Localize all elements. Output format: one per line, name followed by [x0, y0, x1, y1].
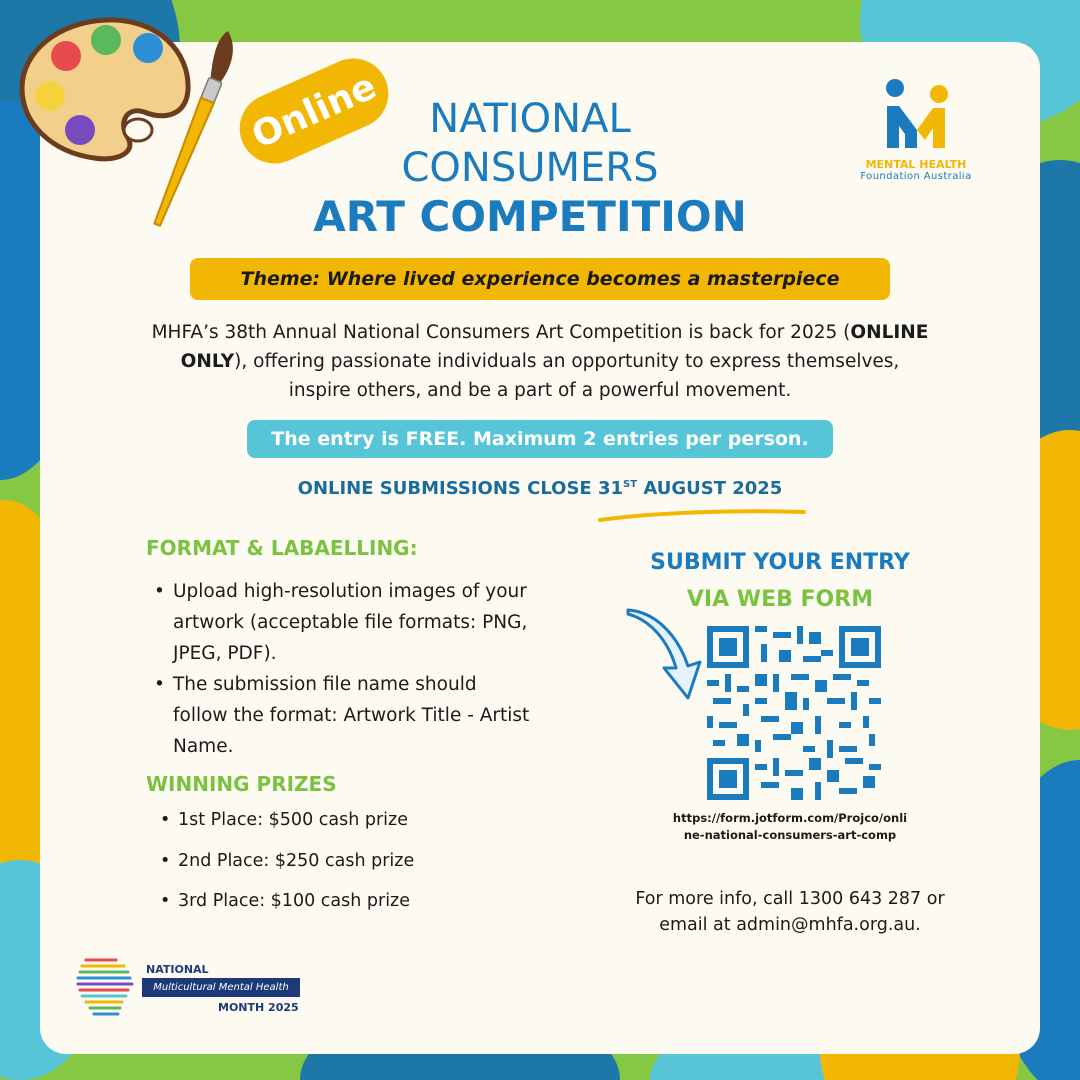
list-item: • 3rd Place: $100 cash prize	[156, 889, 516, 930]
multicultural-head-icon	[76, 954, 136, 1020]
arrow-icon	[620, 606, 710, 706]
closing-prefix: ONLINE SUBMISSIONS CLOSE 31	[297, 478, 624, 499]
intro-part-1: MHFA’s 38th Annual National Consumers Art Competition is back for 2025 (	[151, 322, 851, 343]
qr-code-icon[interactable]	[707, 626, 881, 800]
closing-suffix: AUGUST 2025	[637, 478, 783, 499]
url-line-1[interactable]: https://form.jotform.com/Projco/onli	[672, 811, 908, 825]
mhfa-logo-icon	[881, 78, 951, 154]
prizes-heading: WINNING PRIZES	[146, 772, 337, 796]
submit-heading-1: SUBMIT YOUR ENTRY	[650, 550, 910, 575]
intro-part-2: ), offering passionate individuals an opportunity to express themselves, inspire others, and be a part of a powerful movement.	[234, 351, 900, 401]
list-item: • 1st Place: $500 cash prize	[156, 808, 516, 849]
logo-sub: Foundation Australia	[860, 171, 972, 182]
multicultural-month-badge	[76, 954, 308, 1020]
list-item: • Upload high-resolution images of your artwork (acceptable file formats: PNG, JPEG, PDF).	[146, 576, 531, 669]
contact-info	[600, 886, 980, 938]
online-badge-label: Online	[245, 65, 383, 157]
underline-swoosh	[598, 506, 808, 524]
submit-heading-2: VIA WEB FORM	[686, 587, 874, 612]
logo-name: MENTAL HEALTH	[865, 158, 967, 171]
badge-middle: Multicultural Mental Health	[142, 978, 300, 997]
badge-national: NATIONAL	[146, 963, 209, 976]
intro-bold: ONLINE ONLY	[180, 322, 929, 372]
intro-text	[150, 318, 930, 405]
closing-sup: ST	[623, 479, 638, 490]
prizes-list	[156, 808, 516, 930]
format-list	[146, 576, 531, 762]
list-item: • 2nd Place: $250 cash prize	[156, 849, 516, 890]
free-entry-banner: The entry is FREE. Maximum 2 entries per person.	[247, 420, 833, 458]
contact-line-1: For more info, call 1300 643 287 or	[635, 889, 945, 909]
theme-banner: Theme: Where lived experience becomes a masterpiece	[190, 258, 890, 300]
closing-date	[240, 478, 840, 499]
title-line-3: ART COMPETITION	[313, 192, 747, 241]
url-line-2[interactable]: ne-national-consumers-art-comp	[683, 828, 897, 842]
contact-line-2: email at admin@mhfa.org.au.	[659, 915, 921, 935]
format-heading: FORMAT & LABAELLING:	[146, 536, 418, 560]
submission-url[interactable]	[640, 810, 940, 844]
badge-month: MONTH 2025	[218, 1001, 299, 1014]
list-item: • The submission file name should follow the format: Artwork Title - Artist Name.	[146, 669, 531, 762]
mhfa-logo	[836, 78, 996, 182]
paintbrush-icon	[150, 26, 240, 236]
title-line-2: CONSUMERS	[401, 145, 659, 191]
title-line-1: NATIONAL	[429, 96, 631, 142]
